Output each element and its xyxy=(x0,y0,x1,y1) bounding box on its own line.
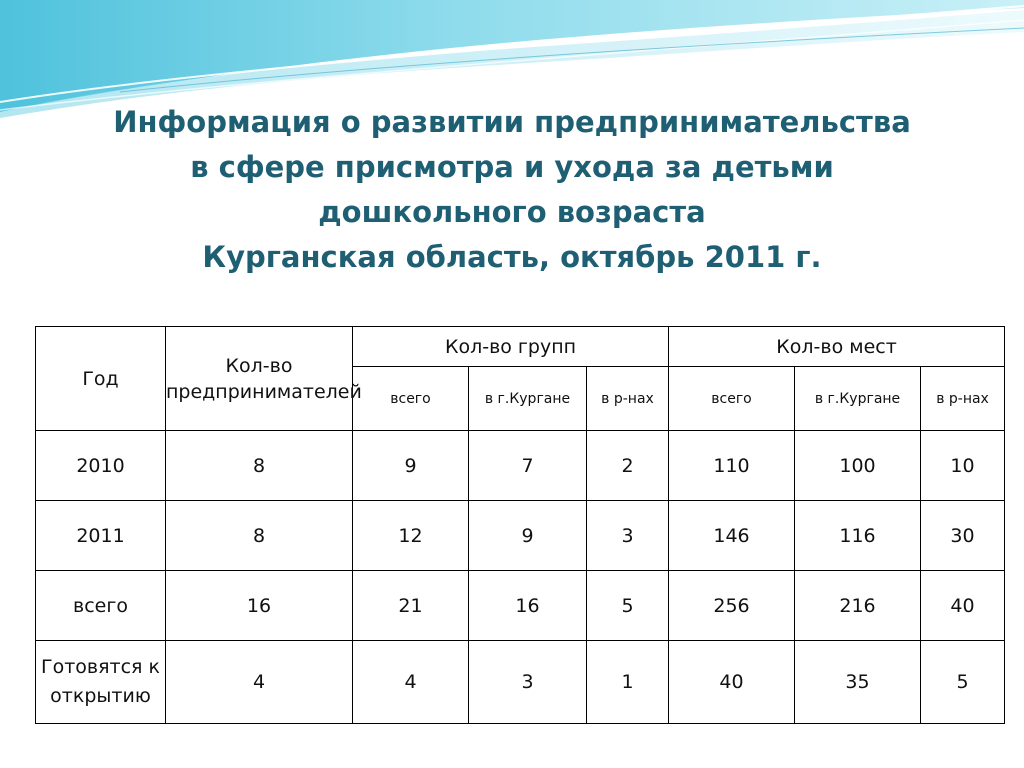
places-total-cell: 40 xyxy=(669,641,795,724)
places-kurgan-header: в г.Кургане xyxy=(795,367,921,431)
row-label: всего xyxy=(36,571,166,641)
entrepreneurs-header xyxy=(166,327,362,431)
groups-kurgan-cell: 7 xyxy=(469,431,587,501)
row-label: 2010 xyxy=(36,431,166,501)
groups-total-cell: 4 xyxy=(353,641,469,724)
row-label xyxy=(36,641,166,724)
groups-districts-cell: 2 xyxy=(587,431,669,501)
groups-kurgan-header: в г.Кургане xyxy=(469,367,587,431)
table-row xyxy=(36,641,1005,724)
row-label: 2011 xyxy=(36,501,166,571)
title-line-2: в сфере присмотра и ухода за детьми xyxy=(190,150,834,184)
places-kurgan-cell: 116 xyxy=(795,501,921,571)
groups-total-cell: 12 xyxy=(353,501,469,571)
places-districts-header: в р-нах xyxy=(921,367,1005,431)
groups-header: Кол-во групп xyxy=(353,327,669,367)
places-total-cell: 146 xyxy=(669,501,795,571)
title-line-1: Информация о развитии предпринимательства xyxy=(113,105,911,139)
groups-total-cell: 9 xyxy=(353,431,469,501)
table-row xyxy=(36,501,1005,571)
groups-districts-cell: 3 xyxy=(587,501,669,571)
row-label-line-2: открытию xyxy=(50,685,151,707)
places-kurgan-cell: 100 xyxy=(795,431,921,501)
groups-kurgan-cell: 3 xyxy=(469,641,587,724)
entrepreneurs-cell: 8 xyxy=(166,431,353,501)
groups-districts-header: в р-нах xyxy=(587,367,669,431)
entrepreneurs-cell: 8 xyxy=(166,501,353,571)
places-districts-cell: 10 xyxy=(921,431,1005,501)
places-districts-cell: 30 xyxy=(921,501,1005,571)
row-label-line-1: Готовятся к xyxy=(41,656,160,678)
entrepreneurs-header-line-1: Кол-во xyxy=(225,354,293,377)
places-kurgan-cell: 216 xyxy=(795,571,921,641)
groups-kurgan-cell: 9 xyxy=(469,501,587,571)
groups-kurgan-cell: 16 xyxy=(469,571,587,641)
header-row-1 xyxy=(36,327,1005,367)
places-total-cell: 256 xyxy=(669,571,795,641)
title-line-4: Курганская область, октябрь 2011 г. xyxy=(202,240,822,274)
groups-total-cell: 21 xyxy=(353,571,469,641)
places-total-cell: 110 xyxy=(669,431,795,501)
entrepreneurs-cell: 16 xyxy=(166,571,353,641)
groups-districts-cell: 5 xyxy=(587,571,669,641)
entrepreneurs-cell: 4 xyxy=(166,641,353,724)
title-line-3: дошкольного возраста xyxy=(318,195,706,229)
entrepreneurship-table xyxy=(35,326,1005,724)
table-row xyxy=(36,571,1005,641)
places-districts-cell: 5 xyxy=(921,641,1005,724)
places-districts-cell: 40 xyxy=(921,571,1005,641)
page-title xyxy=(60,100,964,280)
year-header: Год xyxy=(36,327,166,431)
places-header: Кол-во мест xyxy=(669,327,1005,367)
groups-districts-cell: 1 xyxy=(587,641,669,724)
places-total-header: всего xyxy=(669,367,795,431)
entrepreneurs-header-line-2: предпринимателей xyxy=(166,380,362,403)
groups-total-header: всего xyxy=(353,367,469,431)
table-row xyxy=(36,431,1005,501)
places-kurgan-cell: 35 xyxy=(795,641,921,724)
